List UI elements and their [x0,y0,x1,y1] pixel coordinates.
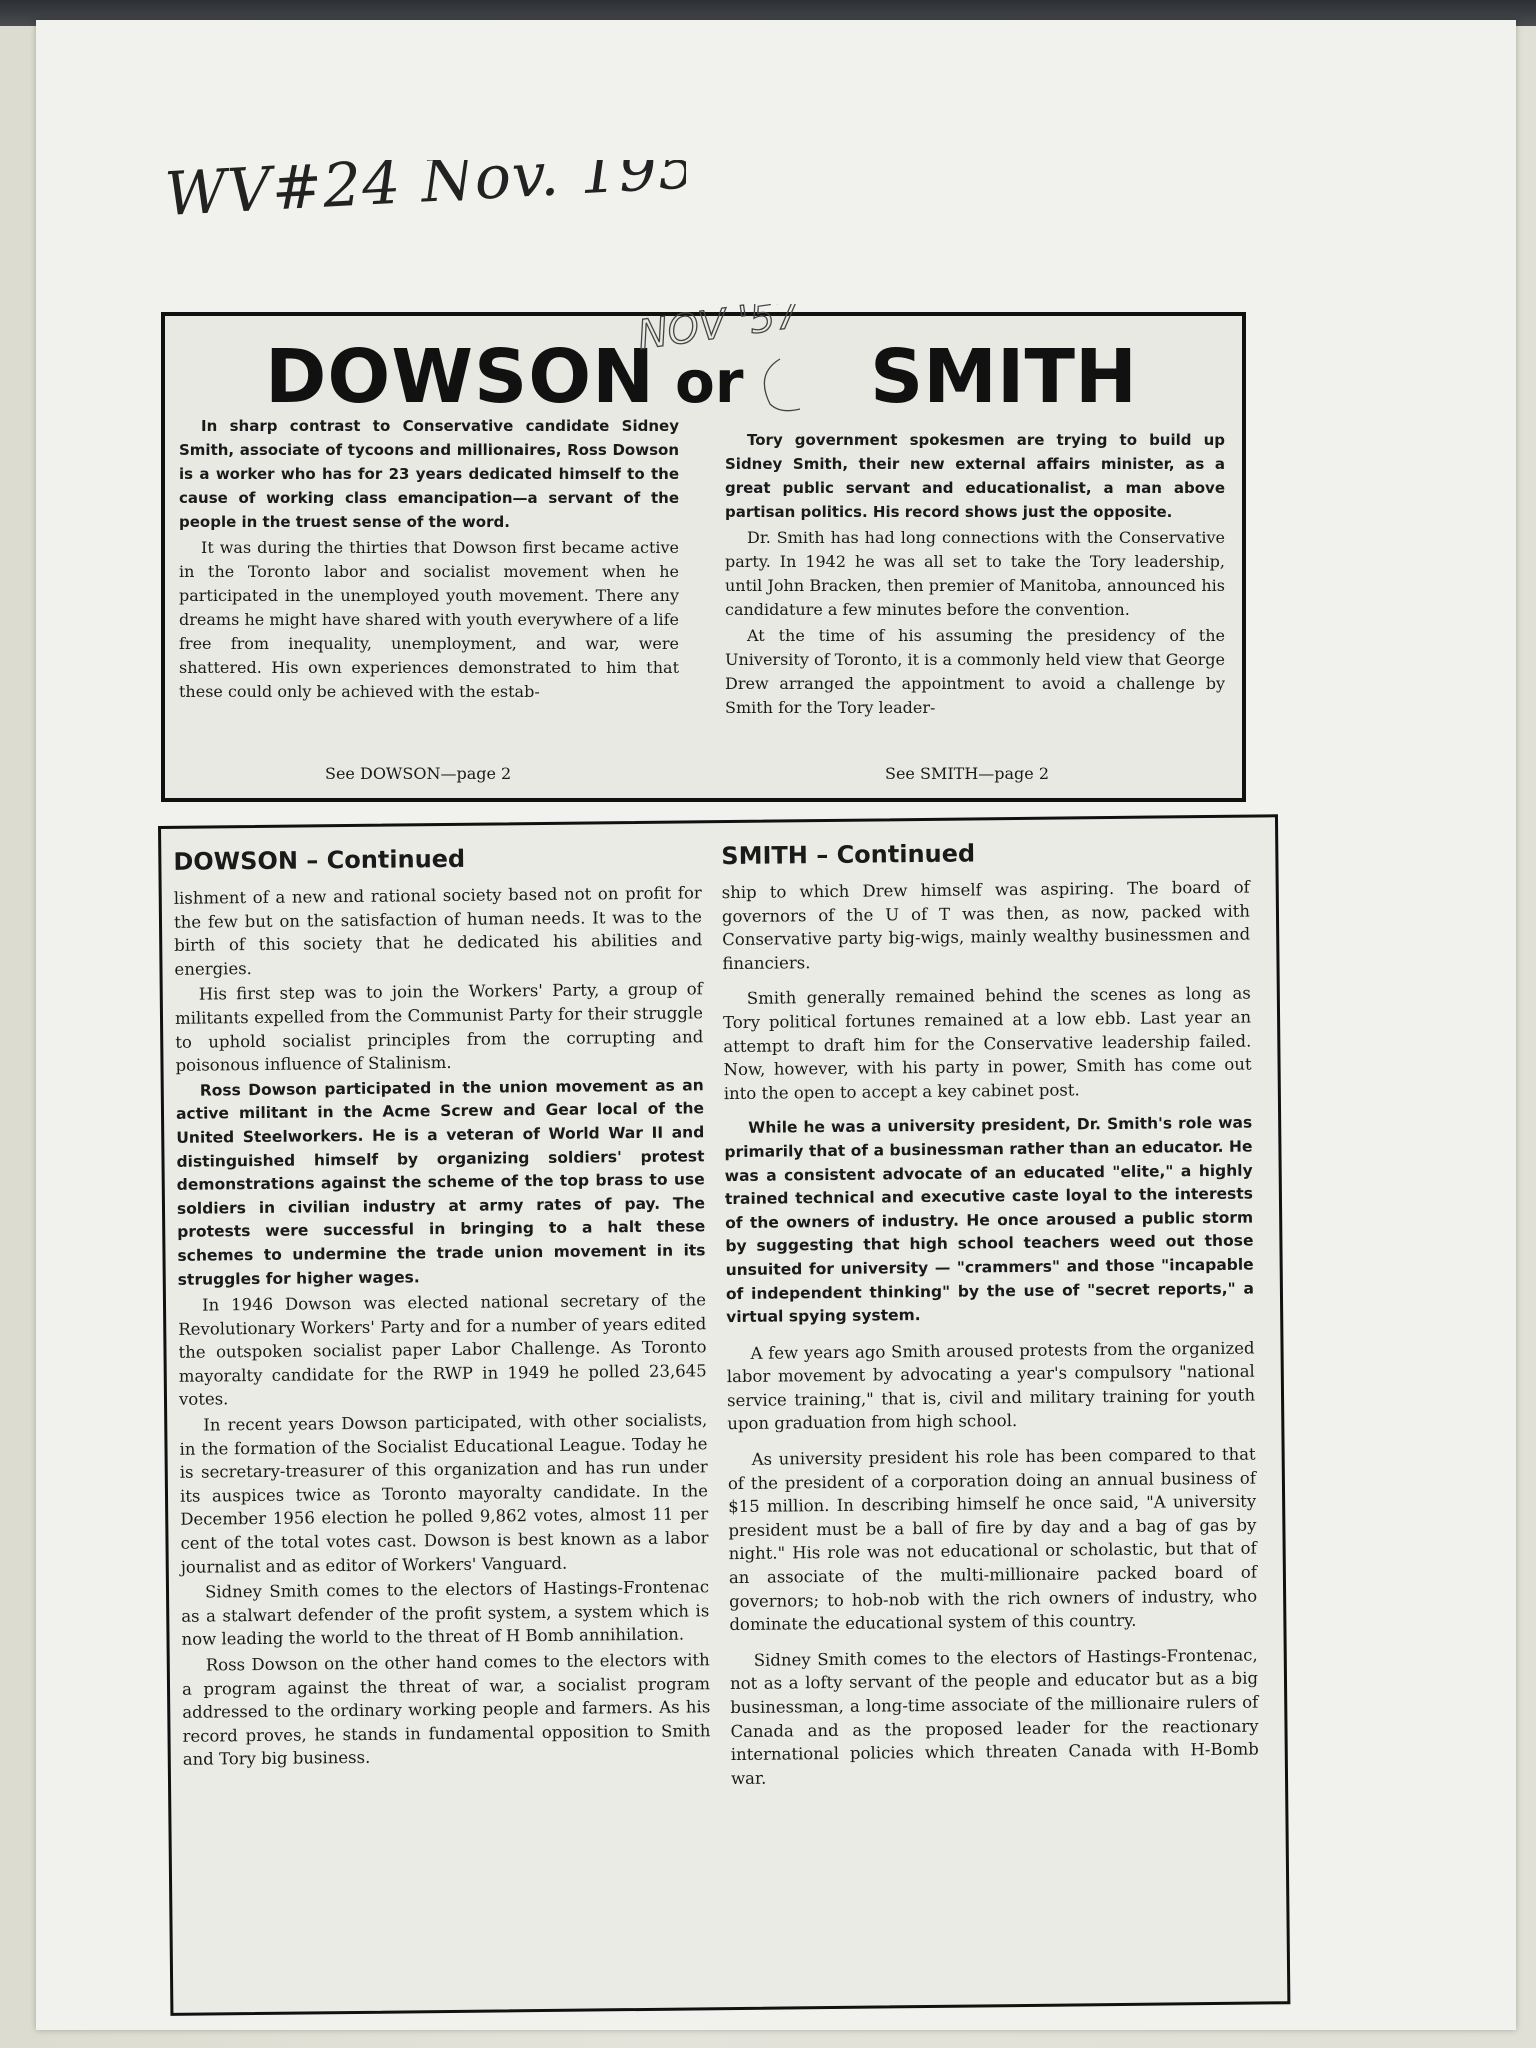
headline-or: or [675,348,744,416]
dowson-continued-paragraph: His first step was to join the Workers' Party, a group of militants expelled from the Communist Party for their struggle to uphold socialist principles from the corrupting and poisonous influence of Stalinism. [174,979,704,1075]
dowson-continued-heading: DOWSON – Continued [173,844,466,876]
handwritten-annotation-svg [166,160,686,230]
see-dowson-link: See DOWSON—page 2 [325,764,512,783]
dowson-front-paragraph: It was during the thirties that Dowson first became active in the Toronto labor and socialist movement when he participated in the unemployed youth movement. There any dreams he might have shared with youth everywhere of a life free from inequality, unemployment, and war, were shattered. His own experiences demonstrated to him that these could only be achieved with the estab- [179,538,679,701]
smith-front-paragraph-2: At the time of his assuming the presidency of the University of Toronto, it is a commonly held view that George Drew arranged the appointment to avoid a challenge by Smith for the Tory leader- [725,626,1225,717]
dowson-continued-paragraph: Sidney Smith comes to the electors of Hastings-Frontenac as a stalwart defender of the profit system, a system which is now leading the world to the threat of H Bomb annihilation. [181,1577,710,1650]
front-page-clipping [161,304,1246,802]
smith-front-column [725,428,1225,722]
smith-continued-column [721,836,1259,1793]
smith-continued-paragraph: A few years ago Smith aroused protests from the organized labor movement by advocating a year's compulsory "national service training," that is, civil and military training for youth upon graduation from high school. [726,1338,1256,1434]
handwritten-annotation-text: WV#24 Nov. 1957 [166,160,686,230]
smith-lead-paragraph: Tory government spokesmen are trying to build up Sidney Smith, their new external affairs minister, as a great public servant and educationalist, a man above partisan politics. His record shows just the opposite. [725,431,1225,521]
dowson-lead-paragraph: In sharp contrast to Conservative candidate Sidney Smith, associate of tycoons and millionaires, Ross Dowson is a worker who has for 23 years dedicated himself to the cause of working class emancipation—a servant of the people in the truest sense of the word. [179,417,679,531]
dowson-continued-paragraph: In 1946 Dowson was elected national secretary of the Revolutionary Workers' Party and for a number of years edited the outspoken socialist paper Labor Challenge. As Toronto mayoralty candidate for the RWP in 1949 he polled 23,645 votes. [178,1290,707,1410]
dowson-continued-paragraph: Ross Dowson on the other hand comes to the electors with a program against the threat of war, a socialist program addressed to the ordinary working people and farmers. As his record proves, he stands in fundamental opposition to Smith and Tory big business. [181,1650,711,1770]
dowson-front-column [179,414,679,706]
see-smith-link: See SMITH—page 2 [885,764,1050,783]
headline-dowson: DOWSON [265,334,656,420]
headline-smith: SMITH [870,334,1137,420]
date-stamp-svg [630,304,890,414]
smith-continued-paragraph: Smith generally remained behind the scenes as long as Tory political fortunes remained at a low ebb. Last year an attempt to draft him for the Conservative leadership failed. Now, however, with his party in power, Smith has come out into the open to accept a key cabinet post. [722,983,1252,1103]
smith-continued-paragraph: Sidney Smith comes to the electors of Hastings-Frontenac, not as a lofty servant of the people and educator but as a big businessman, a long-time associate of the millionaire rulers of Canada and as the proposed leader for the reactionary international policies which threaten Canada with H-Bomb war. [729,1645,1259,1788]
dowson-continued-paragraph: Ross Dowson participated in the union movement as an active militant in the Acme Screw and Gear local of the United Steelworkers. He is a veteran of World War II and distinguished himself by organizing soldiers' protest demonstrations against the scheme of the top brass to use soldiers in civilian industry at army rates of pay. The protests were successful in bringing to a halt these schemes to undermine the trade union movement in its struggles for higher wages. [175,1076,706,1289]
smith-continued-paragraph: As university president his role has been compared to that of the president of a corporation doing an annual business of $15 million. In describing himself he once said, "A university president must be a ball of fire by day and a bag of gas by night." His role was not educational or scholastic, but that of an associate of the multi-millionaire packed board of governors; to hob-nob with the rich owners of industry, who dominate the educational system of this country. [727,1444,1258,1635]
dowson-continued-column [173,841,711,1773]
date-stamp [630,304,890,414]
dowson-continued-paragraph: lishment of a new and rational society based not on profit for the few but on the satisfaction of human needs. It was to the birth of this society that he dedicated his abilities and energies. [173,883,703,979]
handwritten-annotation [166,160,686,230]
continued-clipping [158,814,1290,2016]
smith-continued-paragraph: While he was a university president, Dr. Smith's role was primarily that of a businessman rather than an educator. He was a consistent advocate of an educated "elite," a highly trained technical and executive caste loyal to the interests of the owners of industry. He once aroused a public storm by suggesting that high school teachers weed out those unsuited for university — "crammers" and those "incapable of independent thinking" by the use of "secret reports," a virtual spying system. [724,1113,1254,1327]
smith-continued-heading: SMITH – Continued [721,839,976,871]
smith-continued-paragraph: ship to which Drew himself was aspiring. The board of governors of the U of T was then, as now, packed with Conservative party big-wigs, mainly wealthy businessmen and financiers. [721,877,1251,973]
scrapbook-page [36,20,1516,2030]
date-stamp-bracket [764,359,800,411]
smith-front-paragraph-1: Dr. Smith has had long connections with the Conservative party. In 1942 he was all set to take the Tory leadership, until John Bracken, then premier of Manitoba, announced his candidature a few minutes before the convention. [725,528,1225,619]
dowson-continued-paragraph: In recent years Dowson participated, with other socialists, in the formation of the Socialist Educational League. Today he is secretary-treasurer of this organization and has run under its auspices twice as Toronto mayoralty candidate. In the December 1956 election he polled 9,862 votes, almost 11 per cent of the total votes cast. Dowson is best known as a labor journalist and as editor of Workers' Vanguard. [179,1410,709,1577]
date-stamp-text: NOV '57 [634,304,804,359]
